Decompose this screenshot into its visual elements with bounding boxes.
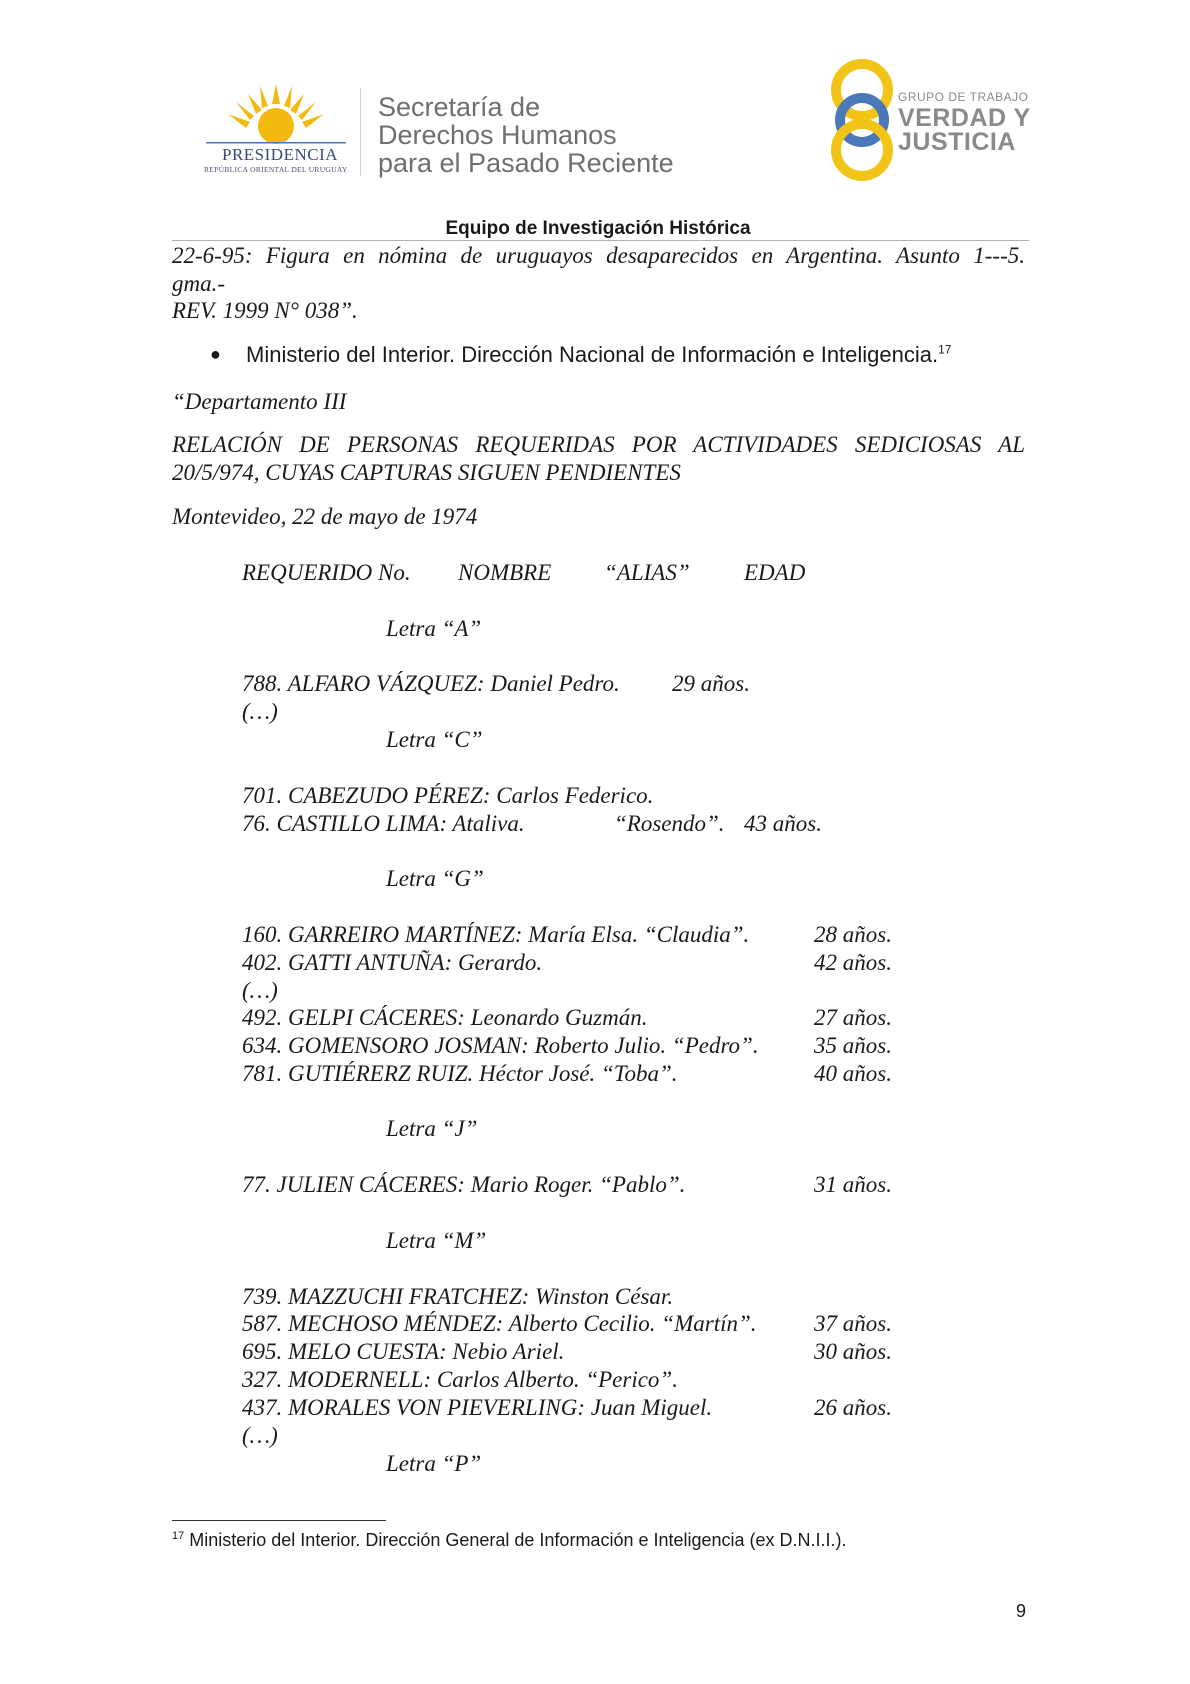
- list-item-age: 43 años.: [744, 811, 822, 836]
- list-item: 492. GELPI CÁCERES: Leonardo Guzmán.: [242, 1005, 648, 1030]
- gtvj-line-1: GRUPO DE TRABAJO: [898, 90, 1029, 104]
- list-item-age: 28 años.: [814, 922, 892, 947]
- letter-heading-g: Letra “G”: [386, 866, 484, 891]
- presidencia-subtitle: REPÚBLICA ORIENTAL DEL URUGUAY: [204, 165, 348, 174]
- list-item: 437. MORALES VON PIEVERLING: Juan Miguel.: [242, 1395, 713, 1420]
- list-item-age: 29 años.: [672, 671, 750, 696]
- ellipsis: (…): [242, 1423, 278, 1448]
- list-item-age: 40 años.: [814, 1061, 892, 1086]
- list-item: 76. CASTILLO LIMA: Ataliva.: [242, 811, 525, 836]
- list-item: 402. GATTI ANTUÑA: Gerardo.: [242, 950, 543, 975]
- list-item: 587. MECHOSO MÉNDEZ: Alberto Cecilio. “Martín”.: [242, 1311, 757, 1336]
- body-line-1: 22-6-95: Figura en nómina de uruguayos desaparecidos en Argentina. Asunto 1---5.: [172, 243, 1025, 268]
- footnote-ref: 17: [938, 342, 952, 357]
- bullet-text: Ministerio del Interior. Dirección Nacional de Información e Inteligencia.: [246, 342, 939, 367]
- letter-heading-a: Letra “A”: [386, 616, 482, 641]
- gtvj-line-2: VERDAD Y: [898, 104, 1031, 132]
- footnote: [172, 1530, 847, 1551]
- gtvj-line-3: JUSTICIA: [898, 128, 1016, 156]
- secretaria-line-1: Secretaría de: [378, 92, 541, 122]
- bullet-item: [210, 342, 951, 368]
- list-item-age: 37 años.: [814, 1311, 892, 1336]
- list-item: 739. MAZZUCHI FRATCHEZ: Winston César.: [242, 1284, 674, 1309]
- list-item-age: 30 años.: [814, 1339, 892, 1364]
- body-line-2: gma.-: [172, 271, 226, 296]
- footnote-number: 17: [172, 1530, 185, 1542]
- relacion-line-2: 20/5/974, CUYAS CAPTURAS SIGUEN PENDIENTES: [172, 460, 681, 485]
- header-edad: EDAD: [744, 560, 806, 585]
- secretaria-line-2: Derechos Humanos: [378, 120, 617, 150]
- page-header-title: Equipo de Investigación Histórica: [445, 218, 751, 239]
- presidencia-wordmark: PRESIDENCIA: [222, 145, 339, 164]
- ellipsis: (…): [242, 978, 278, 1003]
- footnote-rule: [172, 1520, 386, 1521]
- list-item: 77. JULIEN CÁCERES: Mario Roger. “Pablo”.: [242, 1172, 686, 1197]
- header-nombre: NOMBRE: [458, 560, 552, 585]
- page-number: 9: [1016, 1601, 1027, 1621]
- list-item-age: 42 años.: [814, 950, 892, 975]
- footnote-text: Ministerio del Interior. Dirección General de Información e Inteligencia (ex D.N.I.I.).: [189, 1530, 847, 1550]
- header-rule: [172, 240, 1029, 241]
- list-item: 701. CABEZUDO PÉREZ: Carlos Federico.: [242, 783, 654, 808]
- list-item-age: 27 años.: [814, 1005, 892, 1030]
- fecha-line: Montevideo, 22 de mayo de 1974: [172, 504, 478, 529]
- list-item-age: 26 años.: [814, 1395, 892, 1420]
- letter-heading-m: Letra “M”: [386, 1228, 487, 1253]
- list-item: 788. ALFARO VÁZQUEZ: Daniel Pedro.: [242, 671, 620, 696]
- letter-heading-c: Letra “C”: [386, 727, 483, 752]
- relacion-line-1: RELACIÓN DE PERSONAS REQUERIDAS POR ACTIVIDADES SEDICIOSAS AL: [172, 432, 1025, 457]
- header-requerido: REQUERIDO No.: [242, 560, 411, 585]
- list-item-alias: “Rosendo”.: [614, 811, 725, 836]
- list-item: 695. MELO CUESTA: Nebio Ariel.: [242, 1339, 565, 1364]
- departamento-line: “Departamento III: [172, 389, 347, 414]
- list-item-age: 31 años.: [814, 1172, 892, 1197]
- header-alias: “ALIAS”: [604, 560, 690, 585]
- list-item-age: 35 años.: [814, 1033, 892, 1058]
- list-item: 634. GOMENSORO JOSMAN: Roberto Julio. “Pedro”.: [242, 1033, 759, 1058]
- secretaria-line-3: para el Pasado Reciente: [378, 148, 674, 178]
- list-item: 327. MODERNELL: Carlos Alberto. “Perico”.: [242, 1367, 678, 1392]
- list-item: 781. GUTIÉRERZ RUIZ. Héctor José. “Toba”.: [242, 1061, 678, 1086]
- header-divider: [360, 88, 361, 176]
- letter-heading-j: Letra “J”: [386, 1116, 478, 1141]
- letter-heading-p: Letra “P”: [386, 1451, 482, 1476]
- body-line-3: REV. 1999 N° 038”.: [172, 298, 358, 323]
- bullet-dot: ●: [210, 344, 221, 364]
- ellipsis: (…): [242, 699, 278, 724]
- list-item: 160. GARREIRO MARTÍNEZ: María Elsa. “Claudia”.: [242, 922, 750, 947]
